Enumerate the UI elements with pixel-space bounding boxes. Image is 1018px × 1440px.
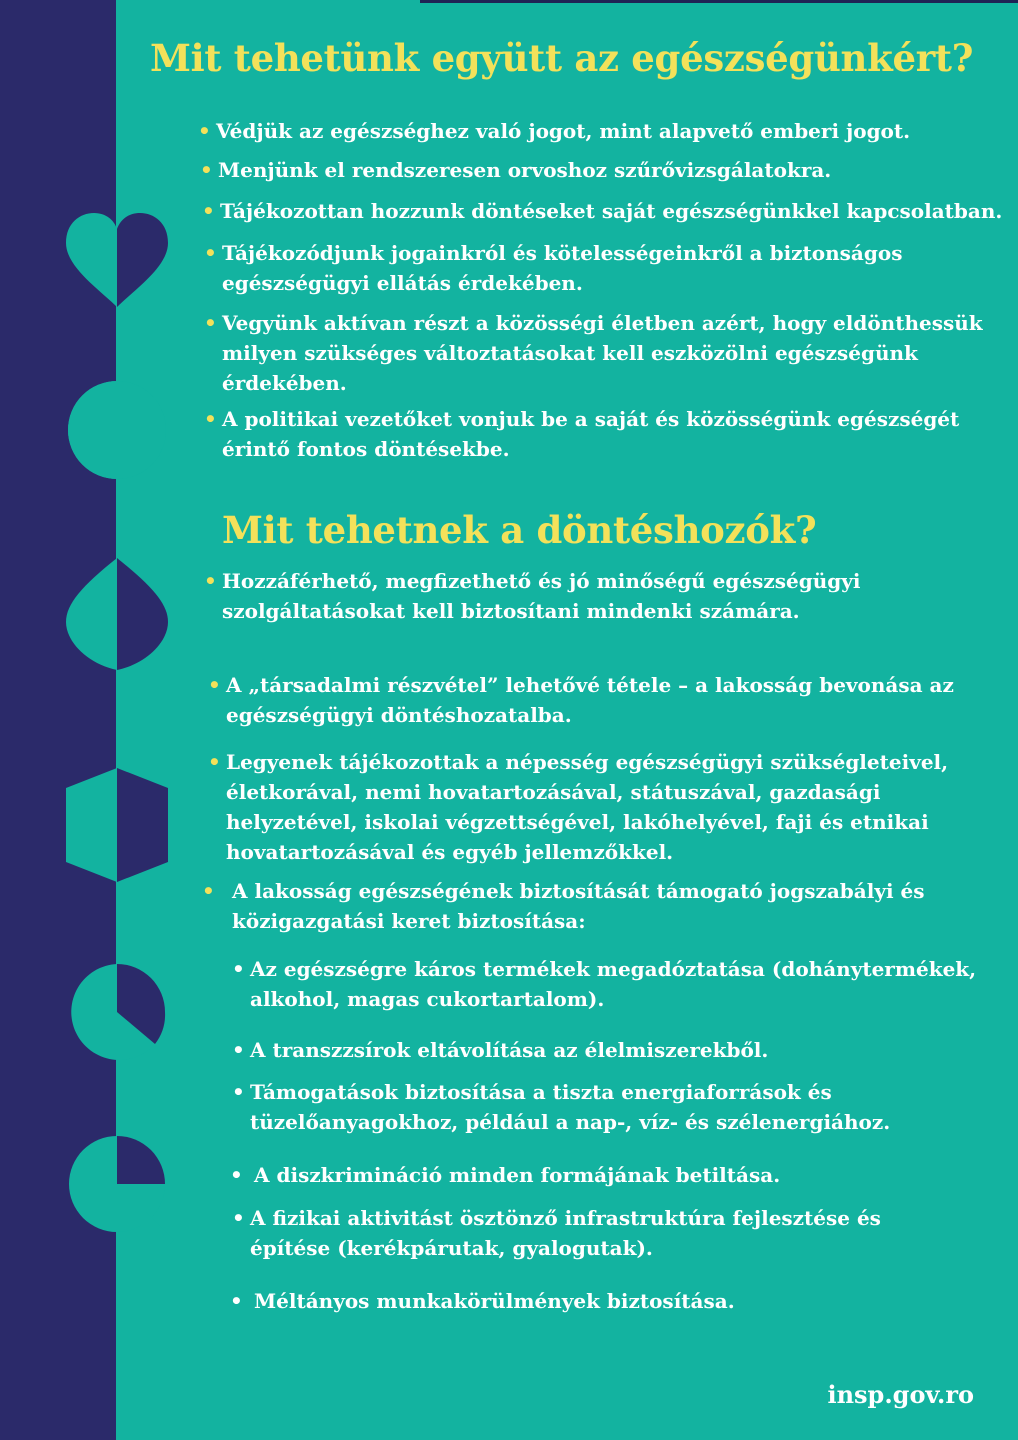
heart-icon xyxy=(62,205,172,310)
leaf-icon xyxy=(62,556,172,672)
sub-list-item: • Méltányos munkakörülmények biztosítása. xyxy=(230,1289,735,1313)
hexagon-icon xyxy=(62,766,172,884)
list-item: • A politikai vezetőket vonjuk be a saját és közösségünk egészségét érintő fontos döntésekbe. xyxy=(204,407,960,461)
sub-list-item: • A transzzsírok eltávolítása az élelmiszerekből. xyxy=(232,1038,769,1062)
top-rule xyxy=(420,0,1018,3)
website-link[interactable]: insp.gov.ro xyxy=(827,1380,974,1409)
list-item: • A „társadalmi részvétel” lehetővé tétele – a lakosság bevonása az egészségügyi döntéshozatalba. xyxy=(208,673,954,727)
half-circle-icon xyxy=(62,378,172,483)
sub-list-item: • A diszkrimináció minden formájának betiltása. xyxy=(230,1163,781,1187)
magnifier-icon xyxy=(62,1132,182,1252)
sub-list-item: • A fizikai aktivitást ösztönző infrastruktúra fejlesztése és építése (kerékpárutak, gyalogutak). xyxy=(232,1206,881,1260)
list-item: • Védjük az egészséghez való jogot, mint alapvető emberi jogot. xyxy=(198,119,911,143)
list-item: • Hozzáférhető, megfizethető és jó minőségű egészségügyi szolgáltatásokat kell biztosítani mindenki számára. xyxy=(204,569,861,623)
list-item: • Vegyünk aktívan részt a közösségi életben azért, hogy eldönthessük milyen szükséges változtatásokat kell eszközölni egészségünk érdekében. xyxy=(204,311,983,395)
list-item: • Menjünk el rendszeresen orvoshoz szűrővizsgálatokra. xyxy=(200,158,832,182)
pie-circle-icon xyxy=(62,960,172,1070)
list-item: • Tájékozódjunk jogainkról és kötelességeinkről a biztonságos egészségügyi ellátás érdekében. xyxy=(204,241,903,295)
list-item: • A lakosság egészségének biztosítását támogató jogszabályi és közigazgatási keret biztosítása: xyxy=(202,879,925,933)
section-heading-decision-makers: Mit tehetnek a döntéshozók? xyxy=(222,508,817,552)
section-heading-together: Mit tehetünk együtt az egészségünkért? xyxy=(150,36,974,80)
list-item: • Legyenek tájékozottak a népesség egészségügyi szükségleteivel, életkorával, nemi hovatartozásával, státuszával, gazdasági helyzetével, iskolai végzettségével, lakóhelyével, faji és etnikai hovatartozásával és egyéb jellemzőkkel. xyxy=(208,750,949,864)
sub-list-item: • Az egészségre káros termékek megadóztatása (dohánytermékek, alkohol, magas cukortartalom). xyxy=(232,957,977,1011)
sub-list-item: • Támogatások biztosítása a tiszta energiaforrások és tüzelőanyagokhoz, például a nap-, víz- és szélenergiához. xyxy=(232,1080,891,1134)
list-item: • Tájékozottan hozzunk döntéseket saját egészségünkkel kapcsolatban. xyxy=(202,199,1003,223)
